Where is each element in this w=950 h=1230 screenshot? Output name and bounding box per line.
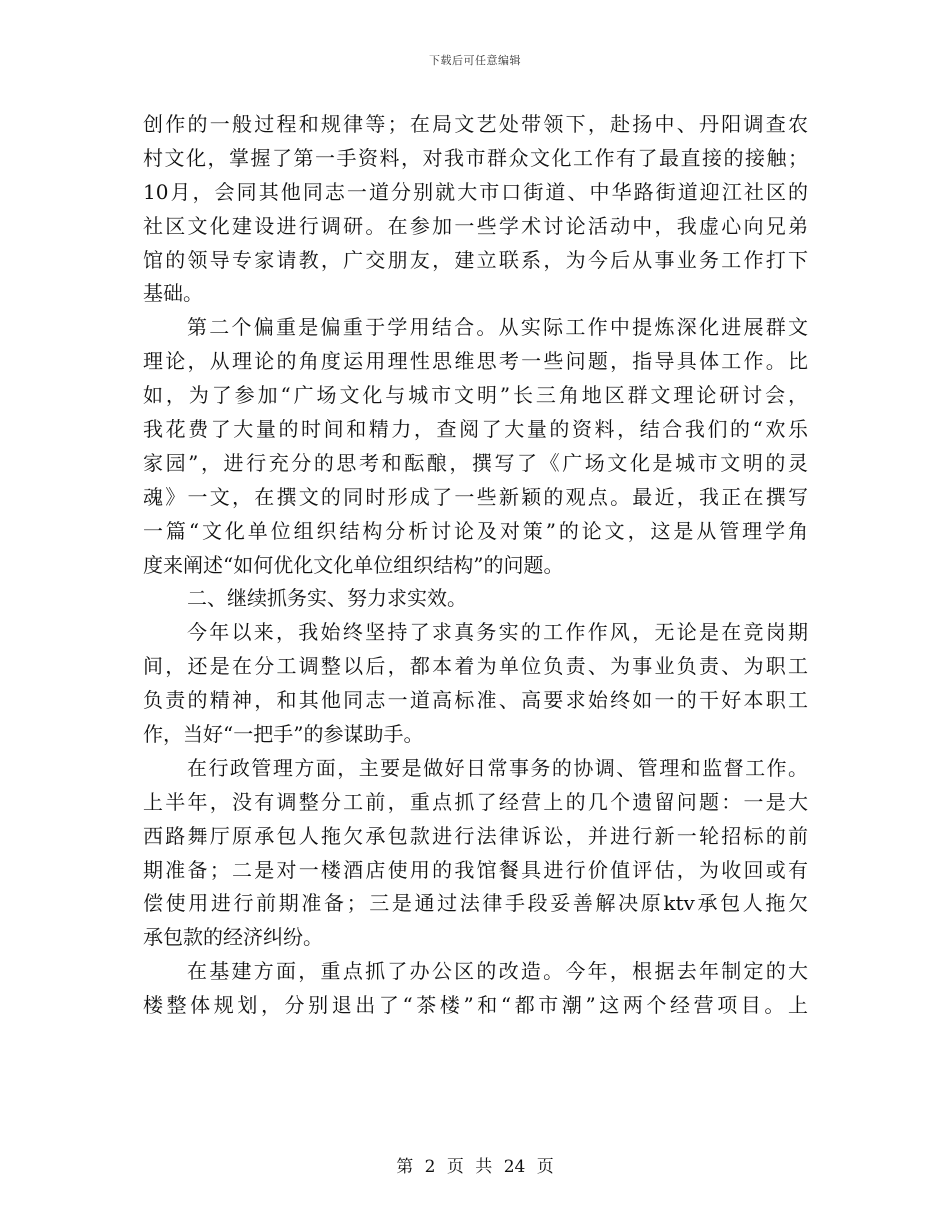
text-line: 魂》一文，在撰文的同时形成了一些新颖的观点。最近，我正在撰写 bbox=[143, 484, 808, 509]
text-line: 期准备；二是对一楼酒店使用的我馆餐具进行价值评估，为收回或有 bbox=[143, 857, 808, 882]
text-line: 村文化，掌握了第一手资料，对我市群众文化工作有了最直接的接触； bbox=[143, 145, 808, 170]
text-line: 家园”，进行充分的思考和酝酿，撰写了《广场文化是城市文明的灵 bbox=[143, 450, 808, 475]
text-line: 西路舞厅原承包人拖欠承包款进行法律诉讼，并进行新一轮招标的前 bbox=[143, 823, 808, 848]
section-heading: 二、继续抓务实、努力求实效。 bbox=[187, 586, 467, 611]
text-line: 理论，从理论的角度运用理性思维思考一些问题，指导具体工作。比 bbox=[143, 349, 808, 374]
page-footer: 第 2 页 共 24 页 bbox=[396, 1157, 554, 1177]
paragraph-first-line: 在基建方面，重点抓了办公区的改造。今年，根据去年制定的大 bbox=[187, 959, 808, 984]
text-line: 上半年，没有调整分工前，重点抓了经营上的几个遗留问题：一是大 bbox=[143, 789, 808, 814]
text-line: 馆的领导专家请教，广交朋友，建立联系，为今后从事业务工作打下 bbox=[143, 247, 808, 272]
text-line: 创作的一般过程和规律等；在局文艺处带领下，赴扬中、丹阳调查农 bbox=[143, 112, 808, 136]
text-line: 楼整体规划，分别退出了“茶楼”和“都市潮”这两个经营项目。上 bbox=[143, 993, 808, 1018]
text-line: 间，还是在分工调整以后，都本着为单位负责、为事业负责、为职工 bbox=[143, 654, 808, 679]
paragraph-first-line: 第二个偏重是偏重于学用结合。从实际工作中提炼深化进展群文 bbox=[187, 315, 808, 340]
text-line: 作，当好“一把手”的参谋助手。 bbox=[143, 722, 424, 747]
paragraph-first-line: 在行政管理方面，主要是做好日常事务的协调、管理和监督工作。 bbox=[187, 755, 808, 780]
text-line: 如，为了参加“广场文化与城市文明”长三角地区群文理论研讨会， bbox=[143, 383, 808, 408]
paragraph-first-line: 今年以来，我始终坚持了求真务实的工作作风，无论是在竞岗期 bbox=[187, 620, 808, 645]
text-line: 一篇“文化单位组织结构分析讨论及对策”的论文，这是从管理学角 bbox=[143, 518, 808, 543]
document-body bbox=[143, 108, 808, 1023]
text-line: 社区文化建设进行调研。在参加一些学术讨论活动中，我虚心向兄弟 bbox=[143, 213, 808, 238]
text-line: 度来阐述“如何优化文化单位组织结构”的问题。 bbox=[143, 552, 564, 577]
page-header: 下载后可任意编辑 bbox=[429, 54, 521, 67]
text-line: 10月，会同其他同志一道分别就大市口街道、中华路街道迎江社区的 bbox=[143, 179, 808, 204]
text-line: 基础。 bbox=[143, 281, 203, 306]
text-line: 负责的精神，和其他同志一道高标准、高要求始终如一的干好本职工 bbox=[143, 688, 808, 713]
text-line: 我花费了大量的时间和精力，查阅了大量的资料，结合我们的“欢乐 bbox=[143, 417, 808, 442]
text-line: 偿使用进行前期准备；三是通过法律手段妥善解决原ktv承包人拖欠 bbox=[143, 891, 808, 916]
text-line: 承包款的经济纠纷。 bbox=[143, 925, 323, 950]
